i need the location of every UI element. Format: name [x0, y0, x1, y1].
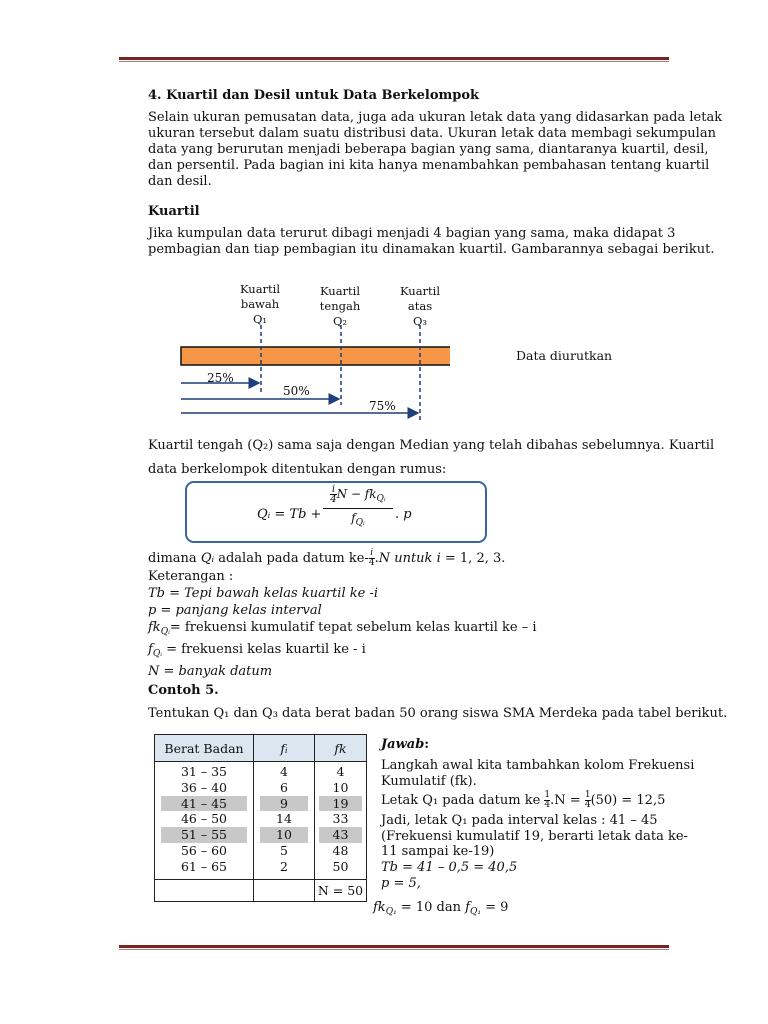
contoh-prompt: Tentukan Q₁ dan Q₃ data berat badan 50 orang siswa SMA Merdeka pada tabel berikut. [148, 706, 728, 721]
contoh-heading: Contoh 5. [148, 683, 219, 698]
q3-label: Kuartil atas Q₃ [399, 284, 441, 328]
f-col: 4 6 9 14 10 5 2 [260, 764, 308, 875]
formula-fraction [323, 485, 393, 530]
q2-label: Kuartil tengah Q₂ [319, 284, 361, 328]
formula-numerator: $\frac{i}{4}$ $N - fk_{Qᵢ}$ [330, 484, 386, 505]
pct-25: 25% [207, 371, 234, 385]
definitions-list: Keterangan : Tb = Tepi bawah kelas kuartil ke -i p = panjang kelas interval $fk_{Qᵢ}=$ frekuensi kumulatif tepat sebelum kelas kuartil ke – i $f_{Qᵢ}$ = frekuensi kelas kuartil ke - i N = banyak datum [148, 569, 537, 679]
bottom-rule [119, 945, 669, 950]
fk-col: 4 10 19 33 43 48 50 [319, 764, 362, 875]
formula-tail: . p [395, 507, 412, 522]
table-body-cell-row [155, 762, 367, 880]
median-paragraph: Kuartil tengah (Q₂) sama saja dengan Median yang telah dibahas sebelumnya. Kuartil data berkelompok ditentukan dengan rumus: [148, 438, 715, 477]
fraction-bar [323, 508, 393, 509]
kuartil-text: Jika kumpulan data terurut dibagi menjadi 4 bagian yang sama, maka didapat 3 pembagian dan tiap pembagian itu dinamakan kuartil. Gambarannya sebagai berikut. [148, 226, 715, 257]
top-rule [119, 57, 669, 62]
bar-label: Data diurutkan [516, 348, 613, 363]
th-berat: Berat Badan [155, 735, 254, 762]
formula-denominator: $f_{Qᵢ}$ [351, 511, 365, 528]
jawab-body: Langkah awal kita tambahkan kolom Frekuensi Kumulatif (fk). Letak Q₁ pada datum ke $\frac{1}{4}$ .N = $\frac{1}{4}$ (50) = 12,5 Jadi, letak Q₁ pada interval kelas : 41 – 45 (Frekuensi kumulatif 19, berarti letak data ke- 11 sampai ke-19) Tb = 41 – 0,5 = 40,5 p = 5, [381, 758, 695, 891]
intro-paragraph: Selain ukuran pemusatan data, juga ada ukuran letak data yang didasarkan pada letak ukuran tersebut dalam suatu distribusi data. Ukuran letak data membagi sekumpulan data yang berurutan menjadi beberapa bagian yang sama, diantaranya kuartil, desil, dan persentil. Pada bagian ini kita hanya menambahkan pembahasan tentang kuartil dan desil. [148, 110, 723, 189]
th-fi: fᵢ [254, 735, 315, 762]
jawab-fk-f: $fk_{Q_1} = 10$ dan $f_{Q_1} = 9$ [373, 900, 509, 917]
range-col: 31 – 35 36 – 40 41 – 45 46 – 50 51 – 55 56 – 60 61 – 65 [161, 764, 247, 875]
formula-lhs: Qᵢ = Tb + [257, 507, 322, 522]
q1-label: Kuartil bawah Q₁ [239, 282, 281, 326]
pct-75: 75% [369, 399, 396, 413]
th-fk: fk [315, 735, 367, 762]
table-total: N = 50 [315, 879, 367, 901]
kuartil-heading: Kuartil [148, 204, 200, 219]
pct-50: 50% [283, 384, 310, 398]
jawab-title: Jawab: [381, 737, 430, 752]
weight-table [154, 734, 367, 902]
definition-where: dimana Qᵢ adalah pada datum ke- $\frac{i}{4}$ .N untuk i = 1, 2, 3. [148, 548, 506, 568]
section-heading: 4. Kuartil dan Desil untuk Data Berkelompok [148, 88, 480, 103]
data-bar [181, 347, 450, 365]
